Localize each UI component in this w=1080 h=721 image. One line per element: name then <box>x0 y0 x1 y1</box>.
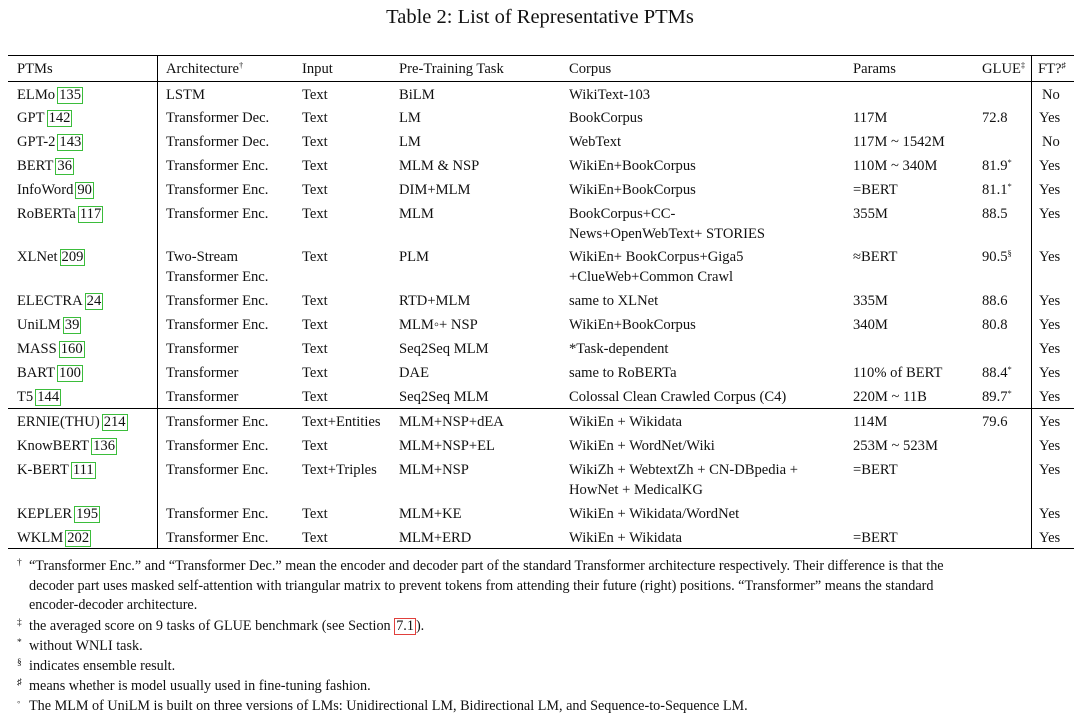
cell-input: Text <box>302 530 328 546</box>
corpus-line: +ClueWeb+Common Crawl <box>569 269 734 285</box>
corpus-line: WikiEn + Wikidata <box>569 530 682 546</box>
glue-score-mark: * <box>1007 388 1012 398</box>
corpus-line: BookCorpus+CC- <box>569 206 676 222</box>
cell-finetune: No <box>1042 134 1060 150</box>
cell-finetune: Yes <box>1039 462 1061 478</box>
cell-params: 220M ~ 11B <box>853 389 927 405</box>
cell-architecture <box>166 180 268 200</box>
footnote <box>8 557 1074 616</box>
cell-model-name <box>17 180 94 200</box>
cell-corpus <box>569 156 696 176</box>
glue-score-mark: * <box>1007 181 1012 191</box>
cell-architecture <box>166 132 269 152</box>
citation-link[interactable]: 195 <box>76 506 99 522</box>
cell-finetune: Yes <box>1039 206 1061 222</box>
header-architecture: Architecture† <box>166 60 244 77</box>
cell-model-name <box>17 315 81 335</box>
cell-input: Text <box>302 249 328 265</box>
cell-corpus <box>569 180 696 200</box>
architecture-line: Two-Stream <box>166 249 238 265</box>
table-column-rule-ptms <box>157 55 158 548</box>
architecture-line: Transformer Dec. <box>166 110 270 126</box>
cell-architecture <box>166 460 268 480</box>
cell-finetune: No <box>1042 87 1060 103</box>
cell-glue <box>982 315 1008 335</box>
citation-link[interactable]: 209 <box>61 249 84 265</box>
cell-params: 114M <box>853 414 888 430</box>
cell-pretraining-task: MLM+NSP <box>399 462 469 478</box>
cell-params: 117M <box>853 110 888 126</box>
citation-link[interactable]: 202 <box>67 530 90 546</box>
model-name: GPT-2 <box>17 134 56 150</box>
corpus-line: WikiText-103 <box>569 87 651 103</box>
architecture-line: Transformer Enc. <box>166 269 269 285</box>
corpus-line: WebText <box>569 134 622 150</box>
cell-input: Text <box>302 110 328 126</box>
architecture-footnote-mark: † <box>238 60 244 70</box>
corpus-line: WikiEn+BookCorpus <box>569 317 696 333</box>
corpus-line: same to XLNet <box>569 293 659 309</box>
cell-pretraining-task: PLM <box>399 249 430 265</box>
footnote-line: means whether is model usually used in fine-tuning fashion. <box>29 678 371 694</box>
model-name: ELECTRA <box>17 293 83 309</box>
cell-params: =BERT <box>853 530 898 546</box>
citation-link[interactable]: 117 <box>79 206 102 222</box>
footnote <box>8 657 1074 677</box>
corpus-line: WikiEn + Wikidata <box>569 414 682 430</box>
footnote-mark: ‡ <box>17 618 22 628</box>
footnote-mark: ♯ <box>17 678 22 688</box>
footnote-line: The MLM of UniLM is built on three versions of LMs: Unidirectional LM, Bidirectional LM, and Sequence-to-Sequence LM. <box>29 698 748 714</box>
header-params: Params <box>853 61 896 77</box>
cell-params: =BERT <box>853 182 898 198</box>
cell-architecture <box>166 339 238 359</box>
cell-input: Text <box>302 389 328 405</box>
cell-finetune: Yes <box>1039 530 1061 546</box>
cell-params: 110% of BERT <box>853 365 943 381</box>
footnote <box>8 637 1074 657</box>
corpus-line: WikiEn+BookCorpus <box>569 182 696 198</box>
cell-model-name <box>17 108 72 128</box>
cell-pretraining-task: DAE <box>399 365 429 381</box>
cell-input: Text <box>302 206 328 222</box>
cell-architecture <box>166 291 268 311</box>
cell-input: Text <box>302 341 328 357</box>
footnote <box>8 697 1074 717</box>
citation-link[interactable]: 142 <box>48 110 71 126</box>
glue-score: 79.6 <box>982 414 1008 430</box>
citation-link[interactable]: 24 <box>86 293 102 309</box>
architecture-line: Transformer Enc. <box>166 462 269 478</box>
architecture-line: Transformer Enc. <box>166 506 269 522</box>
cell-corpus <box>569 460 798 500</box>
cell-glue <box>982 180 1012 200</box>
cell-pretraining-task: Seq2Seq MLM <box>399 389 489 405</box>
model-name: GPT <box>17 110 45 126</box>
citation-link[interactable]: 214 <box>103 414 126 430</box>
cell-corpus <box>569 315 696 335</box>
cell-architecture <box>166 204 268 224</box>
model-name: WKLM <box>17 530 64 546</box>
model-name: ERNIE(THU) <box>17 414 100 430</box>
cell-finetune: Yes <box>1039 506 1061 522</box>
cell-finetune: Yes <box>1039 249 1061 265</box>
cell-glue <box>982 204 1008 224</box>
model-name: KnowBERT <box>17 438 90 454</box>
architecture-line: Transformer <box>166 341 239 357</box>
cell-corpus <box>569 504 739 524</box>
corpus-line: *Task-dependent <box>569 341 669 357</box>
cell-architecture <box>166 412 268 432</box>
glue-score: 72.8 <box>982 110 1008 126</box>
glue-score: 88.4 <box>982 365 1008 381</box>
cell-params: 340M <box>853 317 888 333</box>
cell-finetune: Yes <box>1039 365 1061 381</box>
table-header-rule <box>8 81 1074 82</box>
cell-model-name <box>17 412 128 432</box>
cell-model-name <box>17 528 91 548</box>
cell-model-name <box>17 204 103 224</box>
corpus-line: WikiEn+ BookCorpus+Giga5 <box>569 249 744 265</box>
cell-model-name <box>17 85 83 105</box>
cell-params: ≈BERT <box>853 249 898 265</box>
cell-pretraining-task: RTD+MLM <box>399 293 471 309</box>
cell-input: Text <box>302 365 328 381</box>
footnote <box>8 677 1074 697</box>
glue-score: 88.6 <box>982 293 1008 309</box>
cell-model-name <box>17 504 100 524</box>
cell-architecture <box>166 315 268 335</box>
cell-input: Text <box>302 506 328 522</box>
model-name: K-BERT <box>17 462 69 478</box>
footnote-line: decoder part uses masked self-attention with triangular matrix to prevent tokens from attending their future (right) positions. “Transformer” means the standard <box>29 577 934 594</box>
model-name: BART <box>17 365 56 381</box>
cell-pretraining-task: MLM◦+ NSP <box>399 317 478 333</box>
header-pretraining-task: Pre-Training Task <box>399 61 504 77</box>
cell-model-name <box>17 132 83 152</box>
model-name: MASS <box>17 341 57 357</box>
cell-params: 253M ~ 523M <box>853 438 938 454</box>
cell-pretraining-task: MLM+ERD <box>399 530 472 546</box>
cell-architecture <box>166 387 238 407</box>
ft-footnote-mark: ♯ <box>1061 60 1066 70</box>
architecture-line: Transformer Enc. <box>166 317 269 333</box>
glue-footnote-mark: ‡ <box>1020 60 1026 70</box>
cell-finetune: Yes <box>1039 341 1061 357</box>
cell-model-name <box>17 436 117 456</box>
footnote-line: indicates ensemble result. <box>29 658 176 674</box>
model-name: RoBERTa <box>17 206 76 222</box>
cell-glue <box>982 387 1012 407</box>
footnote-mark: ◦ <box>17 698 21 708</box>
model-name: UniLM <box>17 317 61 333</box>
citation-link[interactable]: 36 <box>57 158 73 174</box>
cell-model-name <box>17 363 83 383</box>
table-caption: Table 2: List of Representative PTMs <box>386 6 694 28</box>
cell-finetune: Yes <box>1039 414 1061 430</box>
glue-score: 89.7 <box>982 389 1008 405</box>
architecture-line: Transformer Enc. <box>166 530 269 546</box>
citation-link[interactable]: 136 <box>93 438 115 454</box>
footnote-text-end: ). <box>415 618 425 634</box>
glue-score-mark: * <box>1007 157 1012 167</box>
cell-pretraining-task: MLM+NSP+EL <box>399 438 495 454</box>
cell-corpus <box>569 436 715 456</box>
table-group-rule <box>8 408 1074 409</box>
architecture-line: Transformer Enc. <box>166 293 269 309</box>
cell-params: 355M <box>853 206 888 222</box>
section-link[interactable]: 7.1 <box>396 618 414 634</box>
header-glue: GLUE‡ <box>982 60 1026 77</box>
table-column-rule-ft <box>1031 55 1032 548</box>
cell-architecture <box>166 247 268 287</box>
header-corpus: Corpus <box>569 61 612 77</box>
glue-score-mark: * <box>1007 364 1012 374</box>
cell-input: Text+Triples <box>302 462 377 478</box>
cell-pretraining-task: MLM+NSP+dEA <box>399 414 504 430</box>
footnote-line <box>29 617 1074 637</box>
glue-score: 88.5 <box>982 206 1008 222</box>
corpus-line: same to RoBERTa <box>569 365 677 381</box>
cell-corpus <box>569 387 786 407</box>
glue-score: 81.9 <box>982 158 1008 174</box>
cell-finetune: Yes <box>1039 317 1061 333</box>
citation-link[interactable]: 100 <box>59 365 81 381</box>
cell-finetune: Yes <box>1039 158 1061 174</box>
cell-architecture <box>166 528 268 548</box>
cell-model-name <box>17 247 85 267</box>
cell-corpus <box>569 412 682 432</box>
cell-pretraining-task: MLM & NSP <box>399 158 480 174</box>
architecture-line: Transformer Enc. <box>166 206 269 222</box>
cell-architecture <box>166 436 268 456</box>
footnote-mark: † <box>17 558 22 568</box>
cell-input: Text <box>302 182 328 198</box>
cell-pretraining-task: MLM <box>399 206 434 222</box>
table-bottom-rule <box>8 548 1074 549</box>
cell-params: 117M ~ 1542M <box>853 134 945 150</box>
corpus-line: WikiEn+BookCorpus <box>569 158 696 174</box>
cell-model-name <box>17 339 85 359</box>
corpus-line: HowNet + MedicalKG <box>569 482 703 498</box>
cell-input: Text <box>302 317 328 333</box>
model-name: BERT <box>17 158 54 174</box>
cell-pretraining-task: MLM+KE <box>399 506 462 522</box>
cell-glue <box>982 412 1008 432</box>
cell-corpus <box>569 108 643 128</box>
footnote-line: encoder-decoder architecture. <box>29 597 198 613</box>
corpus-line: WikiEn + WordNet/Wiki <box>569 438 715 454</box>
table-top-rule <box>8 55 1074 56</box>
cell-pretraining-task: LM <box>399 110 421 126</box>
cell-finetune: Yes <box>1039 182 1061 198</box>
cell-input: Text <box>302 134 328 150</box>
cell-corpus <box>569 204 765 244</box>
citation-link[interactable]: 90 <box>77 182 92 198</box>
footnote-line: “Transformer Enc.” and “Transformer Dec.” mean the encoder and decoder part of the standard Transformer architecture respectively. Their difference is that the <box>29 558 944 574</box>
cell-input: Text+Entities <box>302 414 381 430</box>
cell-corpus <box>569 291 658 311</box>
footnote-line: without WNLI task. <box>29 638 143 654</box>
cell-architecture <box>166 504 268 524</box>
cell-input: Text <box>302 293 328 309</box>
citation-link[interactable]: 143 <box>59 134 82 150</box>
architecture-line: Transformer Dec. <box>166 134 270 150</box>
architecture-line: LSTM <box>166 87 205 103</box>
cell-finetune: Yes <box>1039 293 1061 309</box>
model-name: ELMo <box>17 87 56 103</box>
corpus-line: WikiZh + WebtextZh + CN-DBpedia + <box>569 462 798 478</box>
corpus-line: BookCorpus <box>569 110 643 126</box>
footnote <box>8 617 1074 637</box>
glue-score: 81.1 <box>982 182 1008 198</box>
cell-model-name <box>17 156 74 176</box>
model-name: T5 <box>17 389 34 405</box>
cell-pretraining-task: BiLM <box>399 87 435 103</box>
corpus-line: WikiEn + Wikidata/WordNet <box>569 506 740 522</box>
architecture-line: Transformer <box>166 365 239 381</box>
cell-params: 110M ~ 340M <box>853 158 938 174</box>
header-ptms: PTMs <box>17 61 53 77</box>
citation-link[interactable]: 144 <box>37 389 60 405</box>
cell-model-name <box>17 291 103 311</box>
glue-score-mark: § <box>1007 248 1012 258</box>
cell-corpus <box>569 528 682 548</box>
cell-corpus <box>569 85 650 105</box>
cell-pretraining-task: DIM+MLM <box>399 182 471 198</box>
cell-glue <box>982 156 1012 176</box>
architecture-line: Transformer <box>166 389 239 405</box>
corpus-line: News+OpenWebText+ STORIES <box>569 226 765 242</box>
footnote-mark: § <box>17 658 22 668</box>
architecture-line: Transformer Enc. <box>166 182 269 198</box>
cell-corpus <box>569 132 621 152</box>
header-input: Input <box>302 61 333 77</box>
footnote-mark: * <box>17 638 22 648</box>
citation-link[interactable]: 160 <box>60 341 83 357</box>
cell-glue <box>982 291 1008 311</box>
architecture-line: Transformer Enc. <box>166 414 269 430</box>
glue-score: 80.8 <box>982 317 1008 333</box>
cell-input: Text <box>302 158 328 174</box>
cell-architecture <box>166 156 268 176</box>
glue-score: 90.5 <box>982 249 1008 265</box>
citation-link[interactable]: 111 <box>72 462 94 478</box>
cell-params: =BERT <box>853 462 898 478</box>
cell-finetune: Yes <box>1039 438 1061 454</box>
corpus-line: Colossal Clean Crawled Corpus (C4) <box>569 389 787 405</box>
header-finetune: FT?♯ <box>1038 60 1066 77</box>
cell-corpus <box>569 363 677 383</box>
cell-corpus <box>569 247 743 287</box>
architecture-line: Transformer Enc. <box>166 438 269 454</box>
cell-finetune: Yes <box>1039 110 1061 126</box>
model-name: KEPLER <box>17 506 73 522</box>
architecture-line: Transformer Enc. <box>166 158 269 174</box>
cell-pretraining-task: LM <box>399 134 421 150</box>
cell-glue <box>982 108 1008 128</box>
cell-architecture <box>166 108 269 128</box>
cell-model-name <box>17 387 61 407</box>
footnote-text: the averaged score on 9 tasks of GLUE benchmark (see Section <box>29 618 395 634</box>
cell-glue <box>982 247 1012 267</box>
cell-pretraining-task: Seq2Seq MLM <box>399 341 489 357</box>
cell-finetune: Yes <box>1039 389 1061 405</box>
cell-corpus <box>569 339 668 359</box>
model-name: XLNet <box>17 249 58 265</box>
cell-model-name <box>17 460 96 480</box>
cell-input: Text <box>302 438 328 454</box>
citation-link[interactable]: 39 <box>64 317 80 333</box>
cell-glue <box>982 363 1012 383</box>
cell-architecture <box>166 85 205 105</box>
cell-params: 335M <box>853 293 888 309</box>
cell-architecture <box>166 363 238 383</box>
citation-link[interactable]: 135 <box>59 87 81 103</box>
model-name: InfoWord <box>17 182 74 198</box>
cell-input: Text <box>302 87 328 103</box>
